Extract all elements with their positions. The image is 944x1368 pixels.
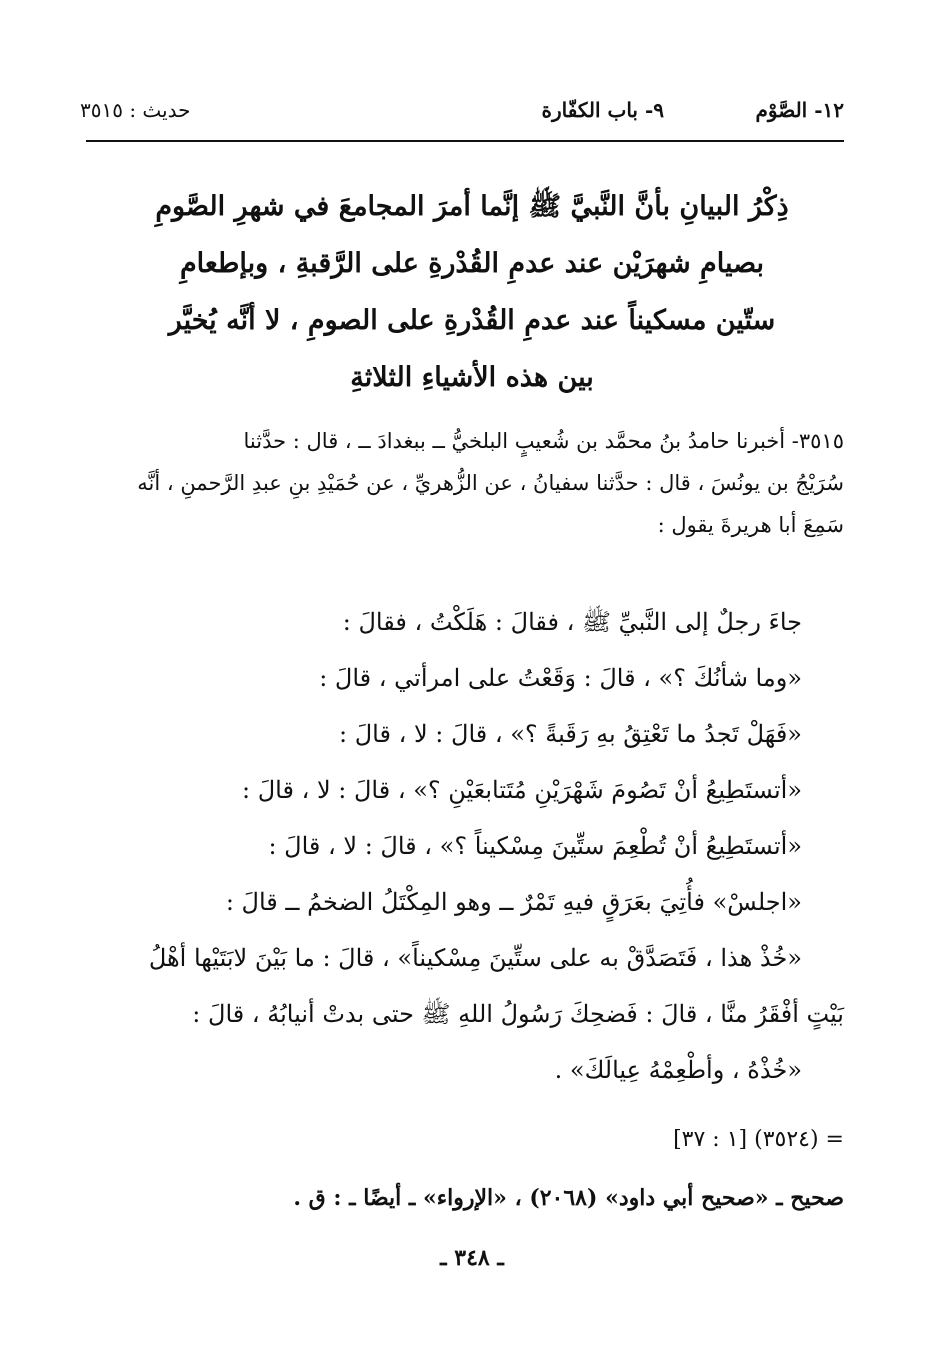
matn-line: بَيْتٍ أفْقَرُ منَّا ، قالَ : فَضحِكَ رَسُولُ اللهِ ﷺ حتى بدتْ أنيابُهُ ، قالَ : bbox=[192, 1000, 844, 1028]
header-divider bbox=[86, 140, 844, 142]
title-line: بين هذه الأشياءِ الثلاثةِ bbox=[350, 362, 594, 393]
isnad-line: سُرَيْجُ بن يونُسَ ، قال : حدَّثنا سفيانُ ، عن الزُّهريِّ ، عن حُمَيْدِ بنِ عبدِ الرَّحمنِ ، أنَّه bbox=[137, 471, 844, 495]
matn-line: «أتستَطِيعُ أنْ تُطْعِمَ ستِّينَ مِسْكيناً ؟» ، قالَ : لا ، قالَ : bbox=[268, 832, 802, 860]
title-line: بصيامِ شهرَيْن عند عدمِ القُدْرةِ على الرَّقبةِ ، وبإطعامِ bbox=[179, 248, 765, 279]
page-number: ـ ٣٤٨ ـ bbox=[440, 1245, 504, 1271]
matn-text bbox=[80, 594, 844, 1098]
hadith-number: حديث : ٣٥١٥ bbox=[80, 98, 191, 122]
cross-reference: = (٣٥٢٤) [١ : ٣٧] bbox=[673, 1127, 844, 1152]
matn-line: «اجلسْ» فأُتِيَ بعَرَقٍ فيهِ تَمْرٌ ــ وهو المِكْتَلُ الضخمُ ــ قالَ : bbox=[225, 888, 802, 916]
section-heading: ٩- باب الكفّارة bbox=[541, 98, 664, 122]
title-line: ستّين مسكيناً عند عدمِ القُدْرةِ على الصومِ ، لا أنَّه يُخيَّر bbox=[168, 305, 776, 336]
matn-line: جاءَ رجلٌ إلى النَّبيِّ ﷺ ، فقالَ : هَلَكْتُ ، فقالَ : bbox=[342, 608, 802, 636]
matn-line: «أتستَطِيعُ أنْ تَصُومَ شَهْرَيْنِ مُتَتابعَيْنِ ؟» ، قالَ : لا ، قالَ : bbox=[242, 776, 802, 804]
isnad-line: ٣٥١٥- أخبرنا حامدُ بنُ محمَّد بن شُعيبٍ البلخيُّ ــ ببغدادَ ــ ، قال : حدَّثنا bbox=[243, 429, 844, 453]
matn-line: «وما شأنُكَ ؟» ، قالَ : وَقَعْتُ على امرأتي ، قالَ : bbox=[319, 664, 802, 692]
matn-line: «فَهَلْ تَجدُ ما تَعْتِقُ بهِ رَقَبةً ؟» ، قالَ : لا ، قالَ : bbox=[339, 720, 802, 748]
matn-line: «خُذْ هذا ، فَتَصَدَّقْ به على ستِّينَ مِسْكيناً» ، قالَ : ما بَيْنَ لابَتَيْها أهْلُ bbox=[148, 944, 802, 972]
matn-line: «خُذْهُ ، وأطْعِمْهُ عِيالَكَ» . bbox=[554, 1056, 802, 1084]
isnad-paragraph bbox=[90, 420, 844, 546]
title-line: ذِكْرُ البيانِ بأنَّ النَّبيَّ ﷺ إنَّما أمرَ المجامعَ في شهرِ الصَّومِ bbox=[155, 191, 789, 222]
chapter-heading: ١٢- الصَّوْم bbox=[755, 98, 844, 122]
chapter-title bbox=[150, 178, 794, 406]
hadith-grading: صحيح ـ «صحيح أبي داود» (٢٠٦٨) ، «الإرواء» ـ أيضًا ـ : ق . bbox=[293, 1185, 844, 1211]
isnad-line: سَمِعَ أبا هريرةَ يقول : bbox=[657, 513, 844, 537]
running-header bbox=[80, 96, 844, 136]
